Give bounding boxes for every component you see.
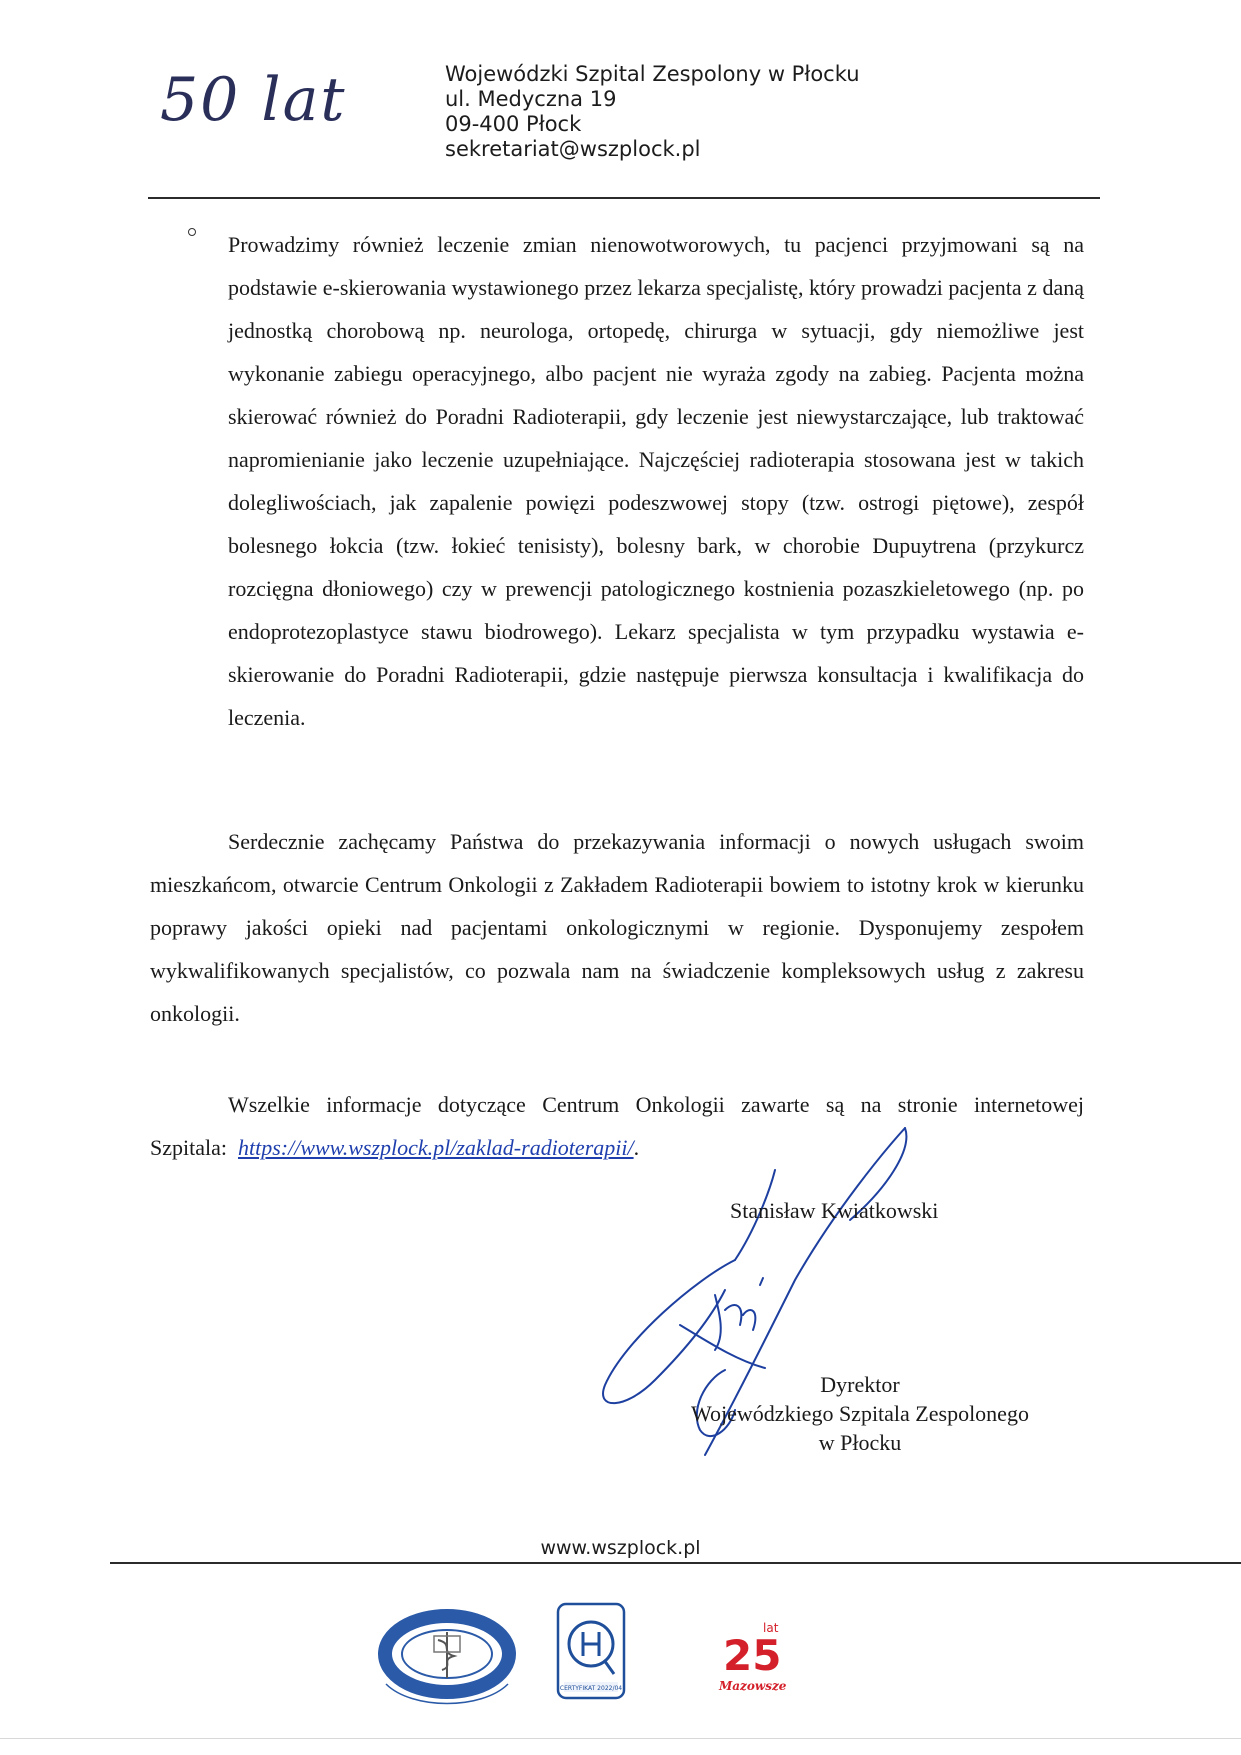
paragraph-2-text: Serdecznie zachęcamy Państwa do przekazywania informacji o nowych usługach swoim mieszkańcom, otwarcie Centrum Onkologii z Zakładem Radioterapii bowiem to istotny krok w kierunku poprawy jakości opieki nad pacjentami onkologicznymi w regionie. Dysponujemy zespołem wykwalifikowanych specjalistów, co pozwala nam na świadczenie kompleksowych usług z zakresu onkologii. [150,829,1084,1026]
street-address: ul. Medyczna 19 [445,87,617,111]
signer-title-line-3: w Płocku [818,1430,902,1455]
footer-divider [110,1562,1241,1564]
mazowsze-25-logo [715,1610,795,1700]
radiotherapy-link[interactable]: https://www.wszplock.pl/zaklad-radioterapii/ [237,1135,634,1160]
organization-name: Wojewódzki Szpital Zespolony w Płocku [445,62,860,86]
paragraph-encouragement [150,820,1084,1035]
bullet-paragraph-block [150,223,1084,739]
footer-website[interactable]: www.wszplock.pl [540,1537,701,1559]
paragraph-3-text: Wszelkie informacje dotyczące Centrum Onkologii zawarte są na stronie internetowej Szpitala: [150,1092,1084,1160]
mazowsze-region: Mazowsze [719,1679,787,1693]
scan-edge-line [0,1738,1241,1739]
email-address[interactable]: sekretariat@wszplock.pl [445,137,701,161]
anniversary-logo: 50 lat [160,65,347,135]
signer-title-line-2: Wojewódzkiego Szpitala Zespolonego [691,1401,1029,1426]
hospital-seal-logo [372,1592,522,1722]
bullet-paragraph: Prowadzimy również leczenie zmian nienowotworowych, tu pacjenci przyjmowani są na podstawie e-skierowania wystawionego przez lekarza specjalistę, który prowadzi pacjenta z daną jednostką chorobową np. neurologa, ortopedę, chirurga w sytuacji, gdy niemożliwe jest wykonanie zabiegu operacyjnego, albo pacjent nie wyraża zgody na zabieg. Pacjenta można skierować również do Poradni Radioterapii, gdy leczenie jest niewystarczające, lub traktować napromienianie jako leczenie uzupełniające. Najczęściej radioterapia stosowana jest w takich dolegliwościach, jak zapalenie powięzi podeszwowej stopy (tzw. ostrogi piętowe), zespół bolesnego łokcia (tzw. łokieć tenisisty), bolesny bark, w chorobie Dupuytrena (przykurcz rozcięgna dłoniowego) czy w prewencji patologicznego kostnienia pozaszkieletowego (np. po endoprotezoplastyce stawu biodrowego). Lekarz specjalista w tym przypadku wystawia e-skierowanie do Poradni Radioterapii, gdzie następuje pierwsza konsultacja i kwalifikacja do leczenia. [228,232,1084,730]
signer-name: Stanisław Kwiatkowski [730,1198,939,1223]
header-divider [148,197,1100,199]
signer-title-line-1: Dyrektor [820,1372,900,1397]
mazowsze-lat: lat [763,1621,779,1635]
quality-certificate-logo [556,1602,626,1702]
mazowsze-25: 25 [723,1631,782,1680]
postal-city: 09-400 Płock [445,112,582,136]
certificate-label: CERTYFIKAT 2022/04 [559,1685,623,1692]
bullet-icon [188,228,196,236]
letterhead-contact [445,62,860,162]
signer-title [660,1370,1060,1457]
paragraph-3-end: . [633,1135,640,1160]
